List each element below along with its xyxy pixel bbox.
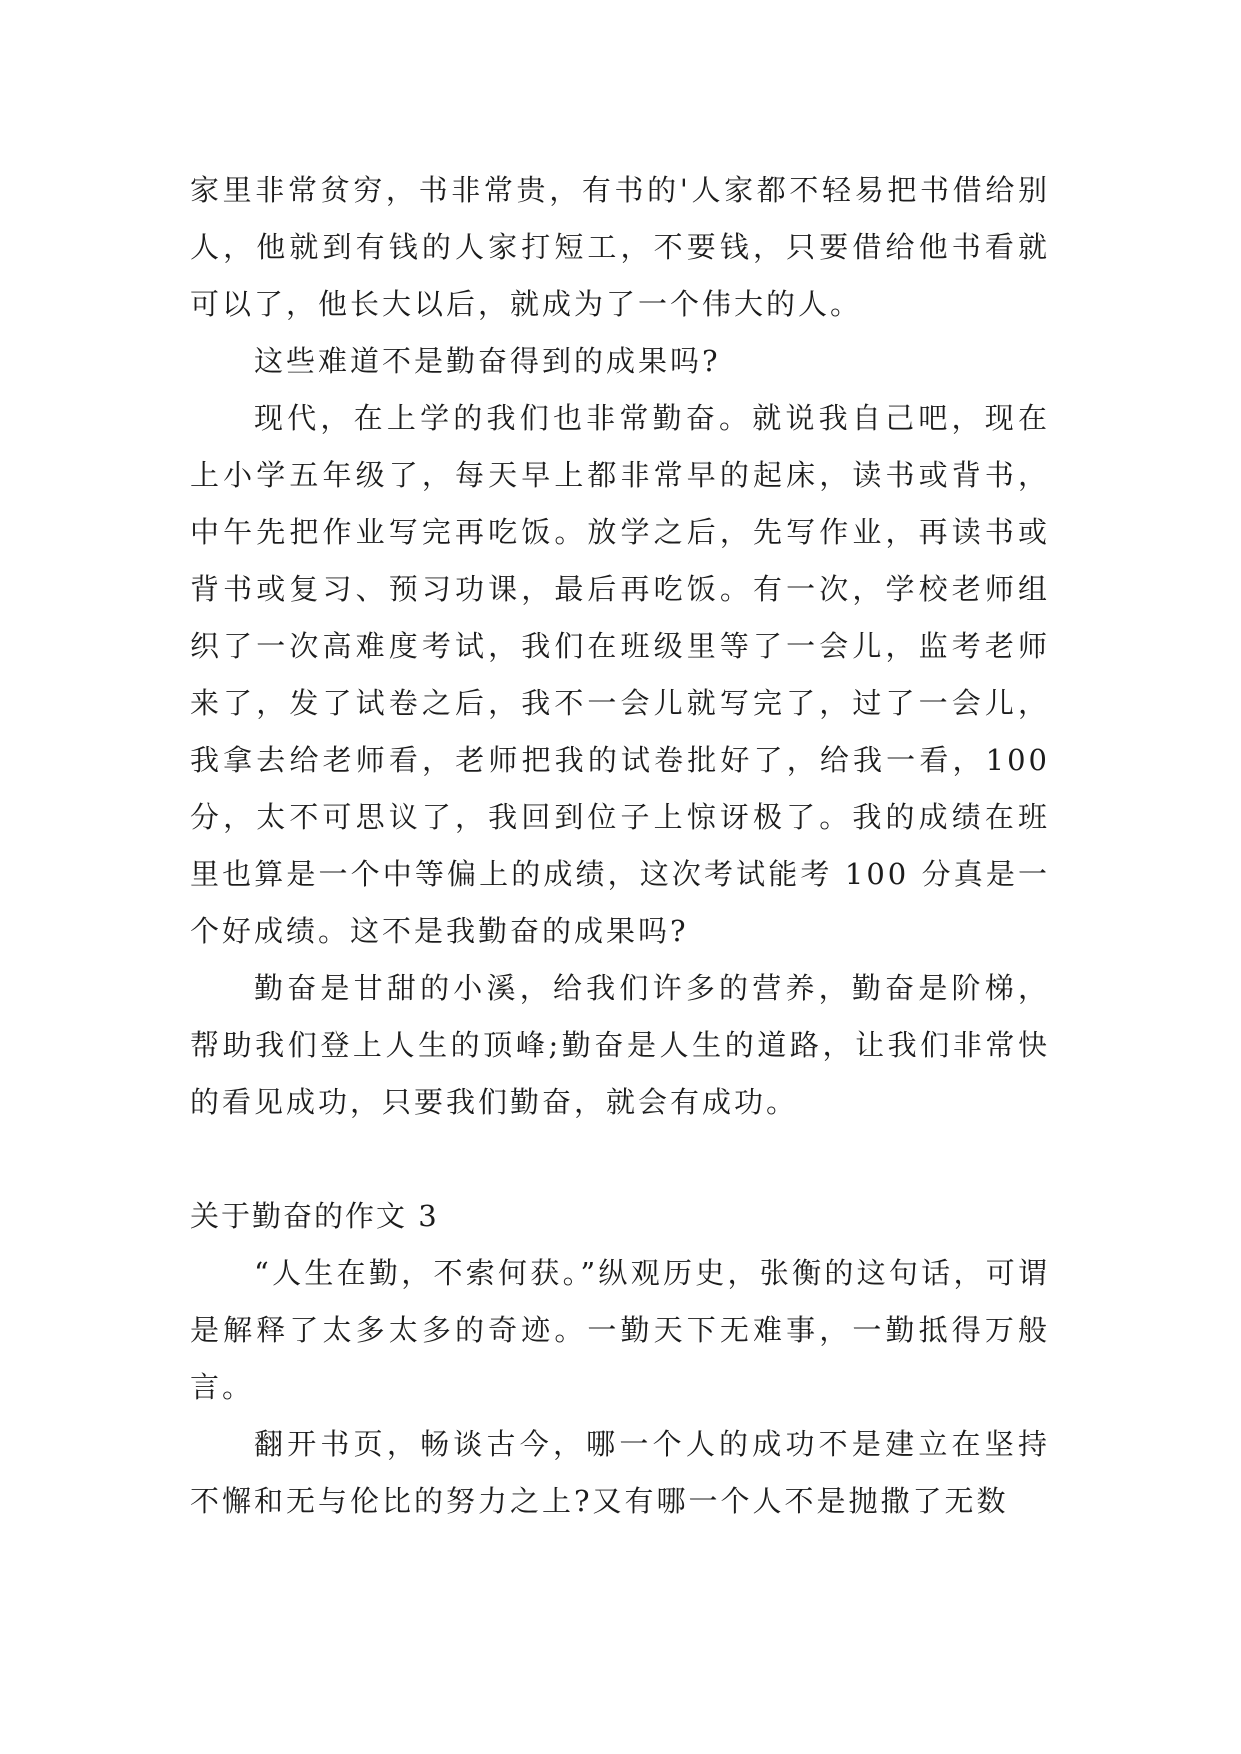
paragraph: 勤奋是甘甜的小溪，给我们许多的营养，勤奋是阶梯，帮助我们登上人生的顶峰;勤奋是人生的道路，让我们非常快的看见成功，只要我们勤奋，就会有成功。 xyxy=(190,971,1050,1119)
paragraph: 现代，在上学的我们也非常勤奋。就说我自己吧，现在上小学五年级了，每天早上都非常早的起床，读书或背书，中午先把作业写完再吃饭。放学之后，先写作业，再读书或背书或复习、预习功课，最后再吃饭。有一次，学校老师组织了一次高难度考试，我们在班级里等了一会儿，监考老师来了，发了试卷之后，我不一会儿就写完了，过了一会儿，我拿去给老师看，老师把我的试卷批好了，给我一看，100分，太不可思议了，我回到位子上惊讶极了。我的成绩在班里也算是一个中等偏上的成绩，这次考试能考 100 分真是一个好成绩。这不是我勤奋的成果吗? xyxy=(190,401,1050,948)
paragraph: 这些难道不是勤奋得到的成果吗? xyxy=(254,344,721,378)
document-body xyxy=(190,162,1050,1530)
paragraph: “人生在勤，不索何获。”纵观历史，张衡的这句话，可谓是解释了太多太多的奇迹。一勤天下无难事，一勤抵得万般言。 xyxy=(190,1256,1050,1404)
section-heading: 关于勤奋的作文 3 xyxy=(190,1199,439,1233)
paragraph: 翻开书页，畅谈古今，哪一个人的成功不是建立在坚持不懈和无与伦比的努力之上?又有哪一个人不是抛撒了无数 xyxy=(190,1427,1050,1518)
paragraph-continuation: 家里非常贫穷，书非常贵，有书的'人家都不轻易把书借给别人，他就到有钱的人家打短工，不要钱，只要借给他书看就可以了，他长大以后，就成为了一个伟大的人。 xyxy=(190,173,1050,321)
